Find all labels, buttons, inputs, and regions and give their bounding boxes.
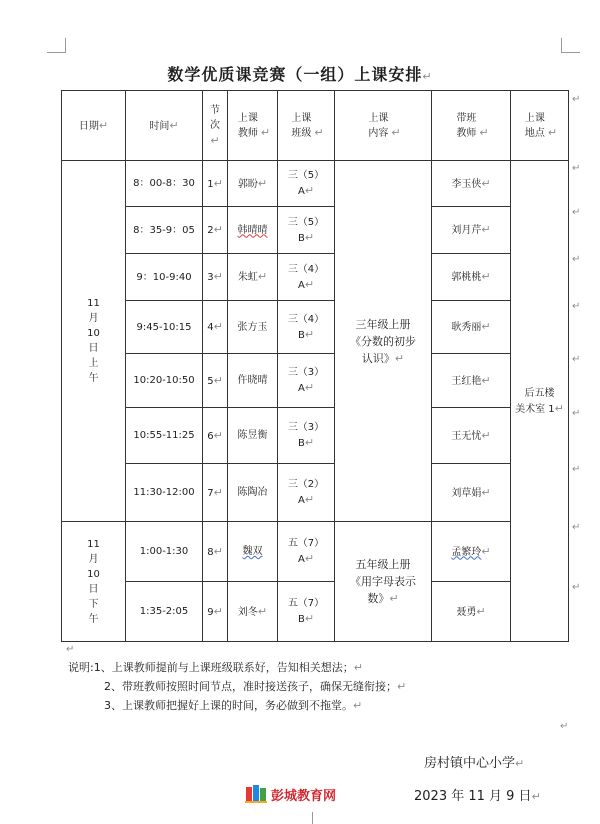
schedule-table	[61, 90, 569, 642]
homeroom-cell: 郭桃桃↵	[432, 254, 511, 301]
row-end-mark: ↵	[572, 301, 581, 312]
table-row	[62, 522, 569, 582]
table-row	[62, 207, 569, 254]
row-end-mark: ↵	[572, 354, 581, 365]
document-date: 2023 年 11 月 9 日↵	[414, 789, 541, 804]
period-cell: 1↵	[203, 161, 228, 207]
time-cell: 1:35-2:05	[126, 582, 203, 642]
paragraph-mark: ↵	[66, 644, 75, 655]
row-end-mark: ↵	[572, 408, 581, 419]
time-cell: 8：35-9：05	[126, 207, 203, 254]
content-cell-afternoon: 五年级上册 《用字母表示 数》↵	[335, 522, 432, 642]
teacher-cell: 陈陶冶	[228, 464, 278, 522]
time-cell: 9:45-10:15	[126, 301, 203, 354]
teacher-cell: 朱虹↵	[228, 254, 278, 301]
time-cell: 1:00-1:30	[126, 522, 203, 582]
crop-mark-bottom	[312, 812, 327, 824]
class-cell: 三（5）A↵	[278, 161, 335, 207]
row-end-mark: ↵	[572, 522, 581, 533]
header-homeroom: 带班教师 ↵	[432, 91, 511, 161]
time-cell: 10:20-10:50	[126, 354, 203, 408]
header-date: 日期↵	[62, 91, 126, 161]
book-icon	[245, 784, 267, 804]
time-cell: 10:55-11:25	[126, 408, 203, 464]
row-end-mark: ↵	[572, 94, 581, 105]
school-name: 房村镇中心小学↵	[424, 756, 525, 771]
class-cell: 五（7）A↵	[278, 522, 335, 582]
row-end-mark: ↵	[572, 464, 581, 475]
note-line: 3、上课教师把握好上课的时间，务必做到不拖堂。↵	[104, 699, 363, 712]
crop-mark-top-right	[561, 38, 580, 53]
table-row	[62, 582, 569, 642]
period-cell: 3↵	[203, 254, 228, 301]
class-cell: 三（5）B↵	[278, 207, 335, 254]
teacher-cell: 陈昱衡	[228, 408, 278, 464]
header-period: 节次↵	[203, 91, 228, 161]
date-cell-afternoon: 11 月 10 日 下 午	[62, 522, 126, 642]
class-cell: 三（3）B↵	[278, 408, 335, 464]
header-location: 上课地点 ↵	[511, 91, 569, 161]
header-class: 上课班级 ↵	[278, 91, 335, 161]
teacher-cell: 魏双	[228, 522, 278, 582]
homeroom-cell: 王红艳↵	[432, 354, 511, 408]
period-cell: 8↵	[203, 522, 228, 582]
watermark-text: 彭城教育网	[271, 788, 337, 804]
document-title: 数学优质课竞赛（一组）上课安排↵	[167, 65, 433, 84]
time-cell: 8：00-8：30	[126, 161, 203, 207]
class-cell: 三（2）A↵	[278, 464, 335, 522]
location-cell: 后五楼 美术室 1↵	[511, 161, 569, 642]
period-cell: 7↵	[203, 464, 228, 522]
period-cell: 9↵	[203, 582, 228, 642]
content-cell-morning: 三年级上册 《分数的初步 认识》↵	[335, 161, 432, 522]
period-cell: 2↵	[203, 207, 228, 254]
class-cell: 三（4）A↵	[278, 254, 335, 301]
row-end-mark: ↵	[572, 254, 581, 265]
date-cell-morning: 11 月 10 日 上 午	[62, 161, 126, 522]
header-row	[62, 91, 569, 161]
period-cell: 4↵	[203, 301, 228, 354]
time-cell: 11:30-12:00	[126, 464, 203, 522]
row-end-mark: ↵	[572, 207, 581, 218]
teacher-cell: 郭盼↵	[228, 161, 278, 207]
crop-mark-top-left	[47, 38, 66, 53]
table-row	[62, 254, 569, 301]
period-cell: 5↵	[203, 354, 228, 408]
row-end-mark: ↵	[572, 582, 581, 593]
notes	[68, 658, 406, 715]
table-row	[62, 161, 569, 207]
paragraph-mark: ↵	[560, 721, 569, 732]
table-row	[62, 408, 569, 464]
class-cell: 五（7）B↵	[278, 582, 335, 642]
homeroom-cell: 李玉侠↵	[432, 161, 511, 207]
table-row	[62, 464, 569, 522]
table-row	[62, 301, 569, 354]
table-row	[62, 354, 569, 408]
class-cell: 三（4）B↵	[278, 301, 335, 354]
homeroom-cell: 孟繁玲↵	[432, 522, 511, 582]
header-content: 上课内容 ↵	[335, 91, 432, 161]
teacher-cell: 仵晓晴	[228, 354, 278, 408]
homeroom-cell: 刘月芹↵	[432, 207, 511, 254]
watermark-logo	[245, 784, 336, 804]
teacher-cell: 刘冬↵	[228, 582, 278, 642]
teacher-cell: 韩晴晴	[228, 207, 278, 254]
note-line: 说明:1、上课教师提前与上课班级联系好，告知相关想法；↵	[68, 661, 363, 674]
header-time: 时间↵	[126, 91, 203, 161]
header-teacher: 上课教师 ↵	[228, 91, 278, 161]
note-line: 2、带班教师按照时间节点，准时接送孩子，确保无缝衔接；↵	[104, 680, 407, 693]
homeroom-cell: 刘草娟↵	[432, 464, 511, 522]
row-end-mark: ↵	[572, 163, 581, 174]
homeroom-cell: 聂勇↵	[432, 582, 511, 642]
homeroom-cell: 耿秀丽↵	[432, 301, 511, 354]
teacher-cell: 张方玉	[228, 301, 278, 354]
class-cell: 三（3）A↵	[278, 354, 335, 408]
homeroom-cell: 王无忧↵	[432, 408, 511, 464]
period-cell: 6↵	[203, 408, 228, 464]
time-cell: 9：10-9:40	[126, 254, 203, 301]
